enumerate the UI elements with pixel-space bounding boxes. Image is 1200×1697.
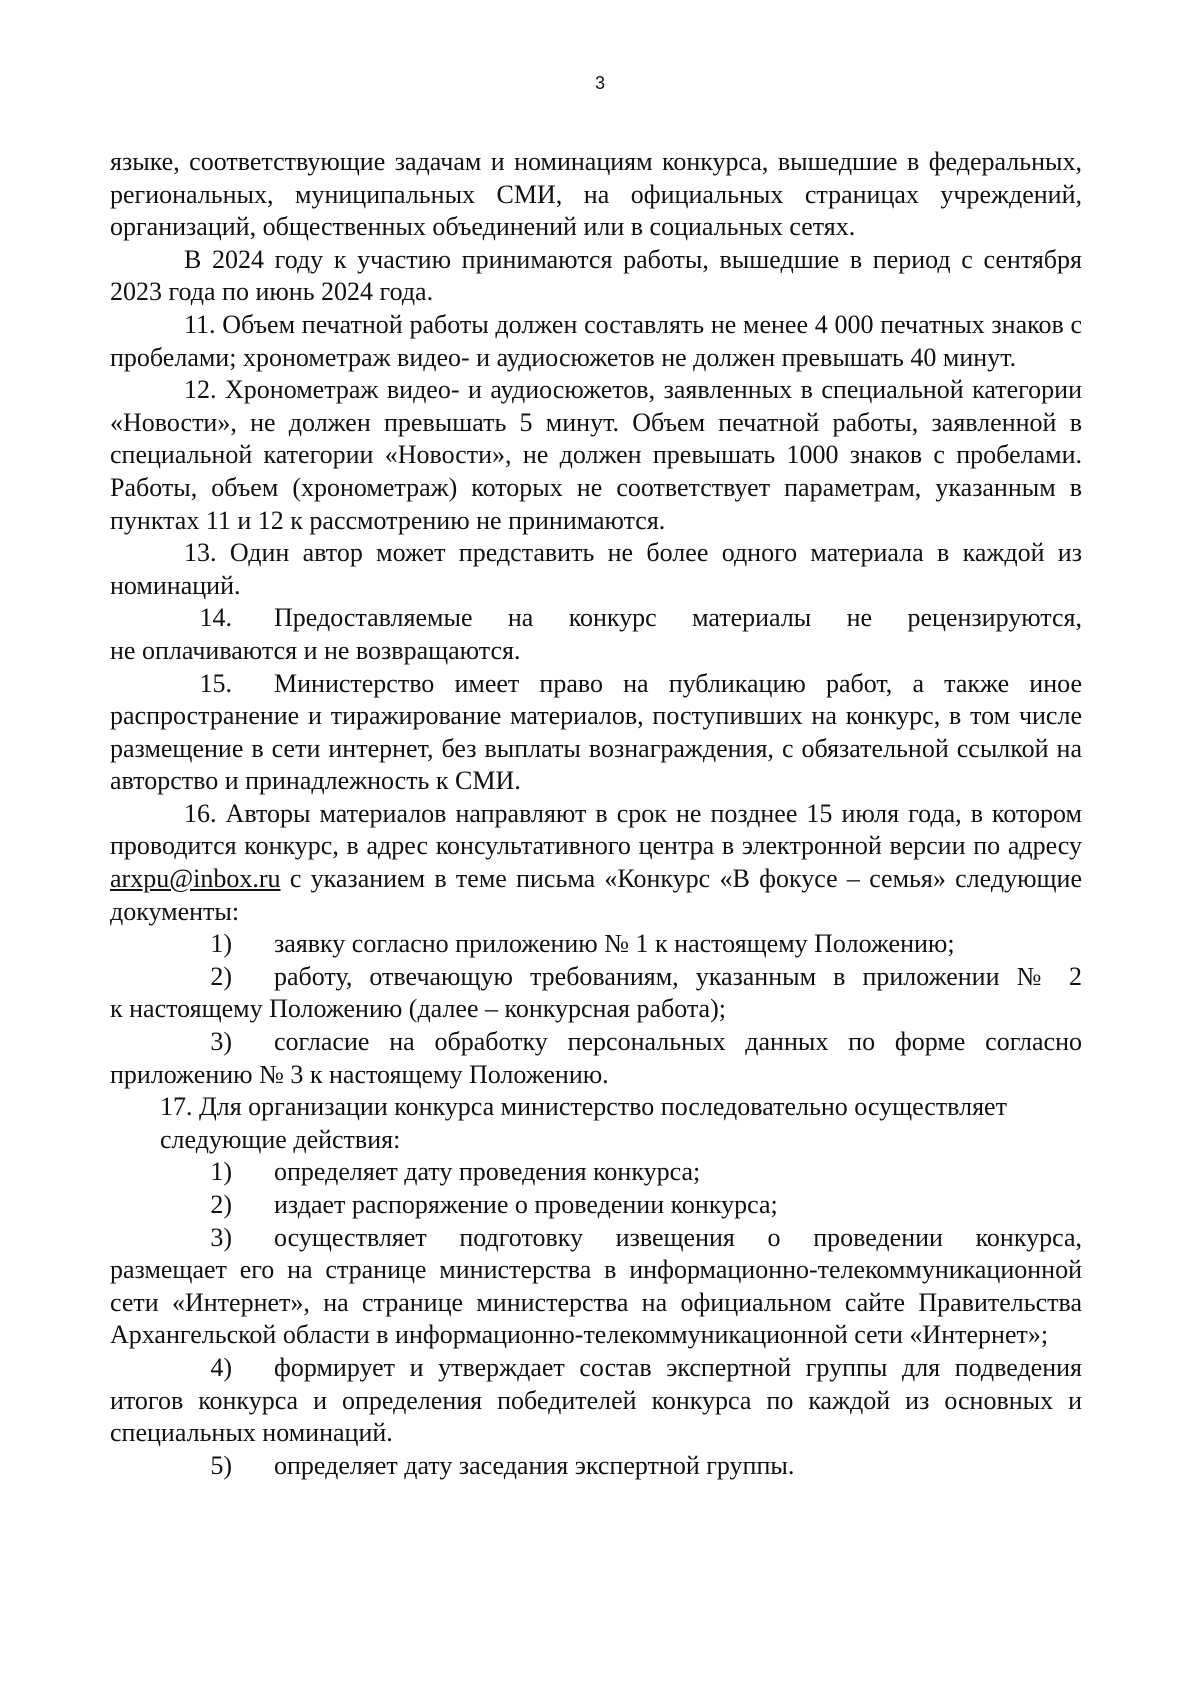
paragraph-17-line-1: 17. Для организации конкурса министерство последовательно осуществляет bbox=[160, 1092, 1007, 1122]
document-body bbox=[110, 146, 1082, 1482]
list-item-first-line: работу, отвечающую требованиям, указанным в приложении № 2 bbox=[274, 961, 1082, 991]
paragraph-period: В 2024 году к участию принимаются работы, вышедшие в период с сентября 2023 года по июнь 2024 года. bbox=[110, 244, 1082, 307]
list-item-first-line: издает распоряжение о проведении конкурса; bbox=[274, 1190, 778, 1219]
list-item bbox=[110, 1450, 1082, 1483]
paragraph-continuation: языке, соответствующие задачам и номинациям конкурса, вышедшие в федеральных, региональных, муниципальных СМИ, на официальных страницах учреждений, организаций, общественных объединений или в социальных сетях. bbox=[110, 147, 1082, 242]
list-item-first-line: определяет дату проведения конкурса; bbox=[274, 1157, 701, 1187]
list-item-number: 1) bbox=[210, 1157, 232, 1187]
paragraph-15 bbox=[110, 668, 1082, 798]
actions-list bbox=[110, 1156, 1082, 1482]
list-item bbox=[110, 1189, 1082, 1222]
paragraph-15-rest: распространение и тиражирование материалов, поступивших на конкурс, в том числе размещение в сети интернет, без выплаты вознаграждения, с обязательной ссылкой на авторство и принадлежность к СМИ. bbox=[110, 701, 1082, 796]
list-item-number: 4) bbox=[210, 1352, 232, 1382]
paragraph-13: 13. Один автор может представить не более одного материала в каждой из номинаций. bbox=[110, 538, 1082, 600]
list-item-number: 3) bbox=[210, 1222, 232, 1252]
paragraph-16-text-a: 16. Авторы материалов направляют в срок не позднее 15 июля года, в котором проводится конкурс, в адрес консультативного центра в электронной версии по адресу bbox=[110, 798, 1082, 861]
list-item-first-line: формирует и утверждает состав экспертной группы для подведения bbox=[274, 1352, 1082, 1382]
list-item-number: 3) bbox=[210, 1027, 232, 1057]
list-item-number: 1) bbox=[210, 929, 232, 959]
list-item-continuation: к настоящему Положению (далее – конкурсная работа); bbox=[110, 994, 726, 1024]
paragraph-14 bbox=[110, 602, 1082, 667]
list-item-number: 5) bbox=[210, 1450, 232, 1480]
list-item bbox=[110, 1156, 1082, 1189]
list-item-first-line: согласие на обработку персональных данных по форме согласно bbox=[274, 1027, 1082, 1057]
list-item-number: 2) bbox=[210, 961, 232, 991]
list-item-first-line: осуществляет подготовку извещения о проведении конкурса, bbox=[274, 1222, 1082, 1252]
paragraph-15-number: 15. bbox=[199, 668, 232, 698]
list-item-first-line: определяет дату заседания экспертной группы. bbox=[274, 1450, 795, 1480]
list-item-continuation: размещает его на странице министерства в информационно-телекоммуникационной сети «Интернет», на странице министерства на официальном сайте Правительства Архангельской области в информационно-телекоммуникационной сети «Интернет»; bbox=[110, 1255, 1082, 1350]
page-number: 3 bbox=[594, 73, 605, 93]
list-item-continuation: приложению № 3 к настоящему Положению. bbox=[110, 1059, 609, 1089]
paragraph-14-first-line: Предоставляемые на конкурс материалы не рецензируются, bbox=[274, 603, 1082, 633]
email-link[interactable]: arxpu@inbox.ru bbox=[110, 864, 281, 894]
list-item-number: 2) bbox=[210, 1190, 232, 1219]
list-item-first-line: заявку согласно приложению № 1 к настоящему Положению; bbox=[274, 929, 955, 959]
paragraph-14-rest: не оплачиваются и не возвращаются. bbox=[110, 635, 521, 665]
paragraph-17 bbox=[110, 1091, 1082, 1156]
list-item bbox=[110, 1026, 1082, 1091]
list-item bbox=[110, 1222, 1082, 1352]
paragraph-12: 12. Хронометраж видео- и аудиосюжетов, заявленных в специальной категории «Новости», не должен превышать 5 минут. Объем печатной работы, заявленной в специальной категории «Новости», не должен превышать 1000 знаков с пробелами. Работы, объем (хронометраж) которых не соответствует параметрам, указанным в пунктах 11 и 12 к рассмотрению не принимаются. bbox=[110, 375, 1082, 535]
list-item bbox=[110, 1352, 1082, 1450]
list-item-continuation: итогов конкурса и определения победителей конкурса по каждой из основных и специальных номинаций. bbox=[110, 1385, 1082, 1448]
documents-list bbox=[110, 928, 1082, 1091]
paragraph-14-number: 14. bbox=[199, 603, 232, 633]
paragraph-17-line-2: следующие действия: bbox=[160, 1124, 401, 1154]
list-item bbox=[110, 961, 1082, 1026]
paragraph-16-text-b: с указанием в теме письма «Конкурс «В фокусе – семья» следующие документы: bbox=[110, 864, 1082, 926]
list-item bbox=[110, 928, 1082, 961]
paragraph-16 bbox=[110, 798, 1082, 928]
paragraph-15-first-line: Министерство имеет право на публикацию работ, а также иное bbox=[274, 668, 1082, 698]
paragraph-11: 11. Объем печатной работы должен составлять не менее 4 000 печатных знаков с пробелами; хронометраж видео- и аудиосюжетов не должен превышать 40 минут. bbox=[110, 309, 1082, 372]
